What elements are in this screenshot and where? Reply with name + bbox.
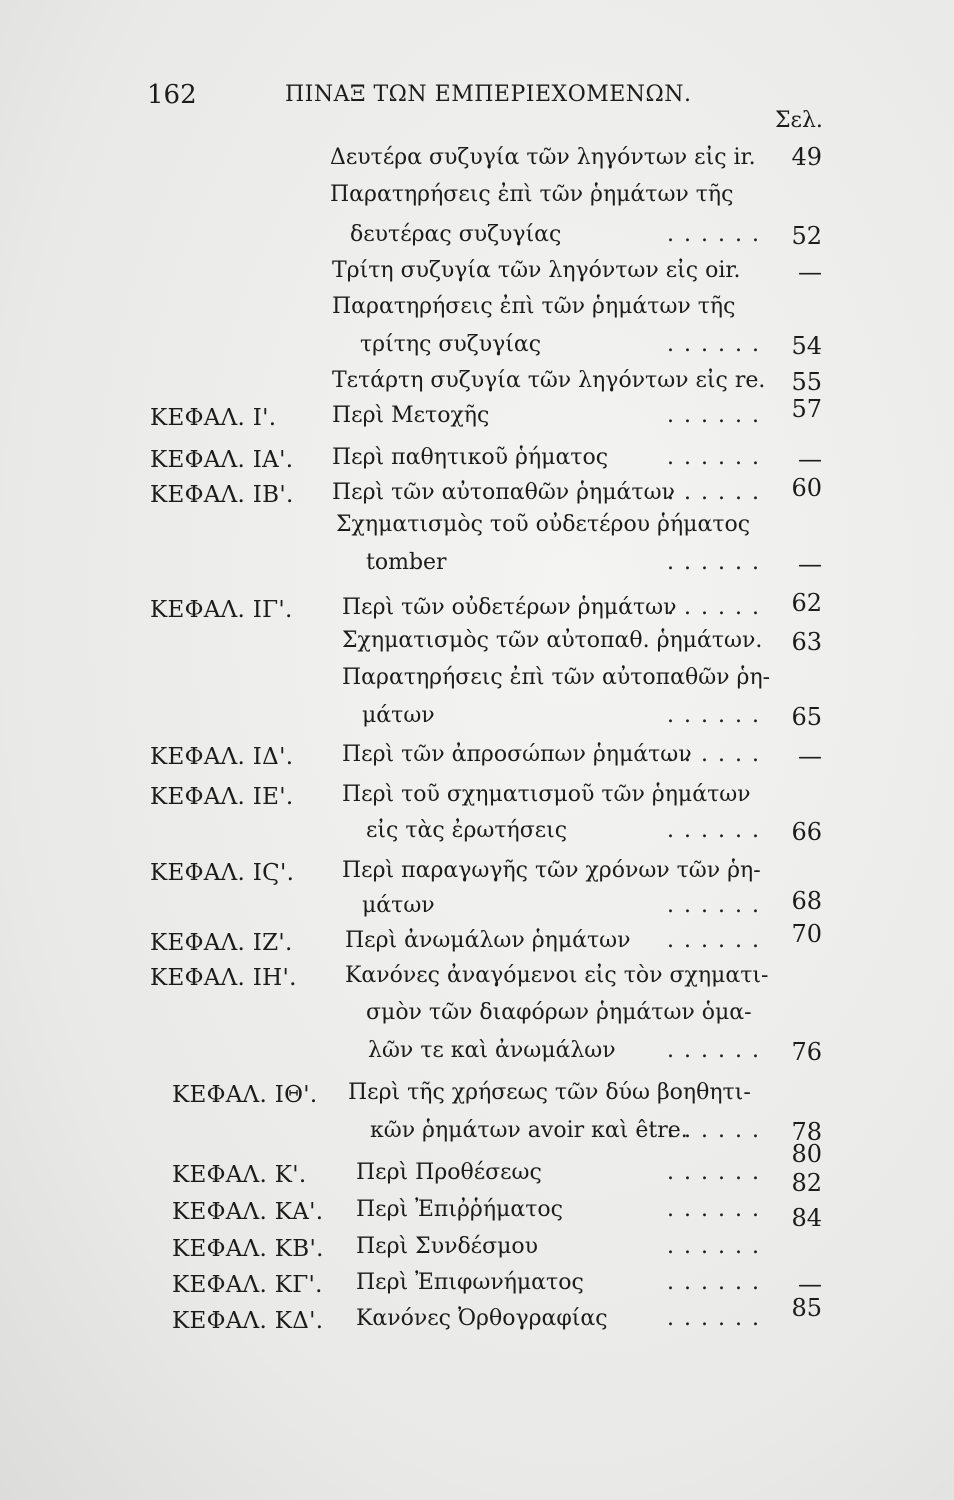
entry-title: tomber <box>366 550 447 575</box>
entry-title: τρίτης συζυγίας <box>360 332 542 357</box>
page-column-label: Σελ. <box>775 108 823 133</box>
dot-leader: ...... <box>667 1234 769 1259</box>
chapter-label: ΚΕΦΑΛ. ΙΕ'. <box>150 784 294 810</box>
chapter-label: ΚΕΦΑΛ. ΙΖ'. <box>150 930 293 956</box>
entry-title: Περὶ Συνδέσμου <box>356 1234 539 1259</box>
entry-title: Περὶ Μετοχῆς <box>332 403 490 428</box>
dot-leader: ...... <box>667 1270 769 1295</box>
dot-leader: ...... <box>667 1038 769 1063</box>
page-ref: — <box>798 742 822 770</box>
chapter-label: ΚΕΦΑΛ. ΙΒ'. <box>150 482 294 508</box>
page-ref: 70 <box>791 920 822 948</box>
entry-title: Περὶ τοῦ σχηματισμοῦ τῶν ῥημάτων <box>342 782 751 807</box>
entry-title: Περὶ τῶν αὐτοπαθῶν ῥημάτων <box>332 480 675 505</box>
entry-title: Κανόνες Ὀρθογραφίας <box>356 1306 608 1331</box>
entry-title: Περὶ Ἐπιφωνήματος <box>356 1270 584 1295</box>
page-ref: — <box>798 1270 822 1298</box>
chapter-label: ΚΕΦΑΛ. ΙΘ'. <box>172 1082 318 1108</box>
page-ref: 78 <box>791 1118 822 1146</box>
page-ref: 68 <box>791 887 822 915</box>
chapter-label: ΚΕΦΑΛ. ΙϚ'. <box>150 860 295 886</box>
dot-leader: ...... <box>667 1160 769 1185</box>
page-ref: 62 <box>791 589 822 617</box>
entry-title: κῶν ῥημάτων avoir καὶ être. <box>370 1118 688 1143</box>
entry-title: Περὶ Ἐπιῤῥήματος <box>356 1197 563 1222</box>
dot-leader: ...... <box>667 818 769 843</box>
entry-title: δευτέρας συζυγίας <box>350 222 562 247</box>
chapter-label: ΚΕΦΑΛ. ΚΒ'. <box>172 1236 324 1262</box>
page-ref: 55 <box>791 368 822 396</box>
page-ref: 63 <box>791 628 822 656</box>
chapter-label: ΚΕΦΑΛ. ΚΓ'. <box>172 1272 323 1298</box>
entry-title: Περὶ παραγωγῆς τῶν χρόνων τῶν ῥη- <box>342 858 761 883</box>
dot-leader: ...... <box>667 595 769 620</box>
chapter-label: ΚΕΦΑΛ. ΚΔ'. <box>172 1308 324 1334</box>
dot-leader: ...... <box>667 480 769 505</box>
page-ref: — <box>798 258 822 286</box>
entry-title: Περὶ τῆς χρήσεως τῶν δύω βοηθητι- <box>348 1080 751 1105</box>
entry-title: Περὶ Προθέσεως <box>356 1160 542 1185</box>
entry-title: Περὶ τῶν οὐδετέρων ῥημάτων <box>342 595 677 620</box>
dot-leader: ...... <box>667 1306 769 1331</box>
entry-title: σμὸν τῶν διαφόρων ῥημάτων ὁμα- <box>366 1000 752 1025</box>
page-ref: 80 <box>791 1140 822 1168</box>
entry-title: Τρίτη συζυγία τῶν ληγόντων εἰς oir. <box>332 258 741 283</box>
chapter-label: ΚΕΦΑΛ. ΚΑ'. <box>172 1199 324 1225</box>
page-ref: 76 <box>791 1038 822 1066</box>
running-title: ΠΙΝΑΞ ΤΩΝ ΕΜΠΕΡΙΕΧΟΜΕΝΩΝ. <box>285 82 692 107</box>
entry-title: Περὶ τῶν ἀπροσώπων ῥημάτων <box>342 742 692 767</box>
page-ref: 82 <box>791 1169 822 1197</box>
dot-leader: ...... <box>667 222 769 247</box>
chapter-label: ΚΕΦΑΛ. Ι'. <box>150 405 277 431</box>
entry-title: Παρατηρήσεις ἐπὶ τῶν ῥημάτων τῆς <box>330 182 734 207</box>
page-ref: 57 <box>791 395 822 423</box>
dot-leader: ...... <box>667 1197 769 1222</box>
entry-title: Παρατηρήσεις ἐπὶ τῶν ῥημάτων τῆς <box>332 294 736 319</box>
entry-title: Περὶ παθητικοῦ ῥήματος <box>332 445 609 470</box>
entry-title: Παρατηρήσεις ἐπὶ τῶν αὐτοπαθῶν ῥη- <box>342 665 771 690</box>
page-ref: 54 <box>791 332 822 360</box>
chapter-label: ΚΕΦΑΛ. ΙΔ'. <box>150 744 294 770</box>
page-ref: 66 <box>791 818 822 846</box>
dot-leader: ...... <box>667 1118 769 1143</box>
chapter-label: ΚΕΦΑΛ. ΙΑ'. <box>150 447 294 473</box>
page-ref: 60 <box>791 474 822 502</box>
page-ref: 49 <box>791 143 822 171</box>
entry-title: μάτων <box>362 703 435 728</box>
page-ref: — <box>798 445 822 473</box>
entry-title: Σχηματισμὸς τοῦ οὐδετέρου ῥήματος <box>336 512 751 537</box>
entry-title: Τετάρτη συζυγία τῶν ληγόντων εἰς re. <box>332 368 766 393</box>
page-ref: 52 <box>791 222 822 250</box>
page-ref: — <box>798 550 822 578</box>
dot-leader: ...... <box>667 445 769 470</box>
dot-leader: ...... <box>667 703 769 728</box>
entry-title: Σχηματισμὸς τῶν αὐτοπαθ. ῥημάτων. <box>342 628 763 653</box>
entry-title: Περὶ ἀνωμάλων ῥημάτων <box>345 928 631 953</box>
dot-leader: ...... <box>667 550 769 575</box>
page-number: 162 <box>147 80 197 110</box>
chapter-label: ΚΕΦΑΛ. Κ'. <box>172 1162 307 1188</box>
page-ref: 85 <box>791 1294 822 1322</box>
dot-leader: ...... <box>667 893 769 918</box>
entry-title: Δευτέρα συζυγία τῶν ληγόντων εἰς ir. <box>330 145 756 170</box>
entry-title: μάτων <box>362 893 435 918</box>
page-ref: 65 <box>791 703 822 731</box>
chapter-label: ΚΕΦΑΛ. ΙΓ'. <box>150 597 293 623</box>
entry-title: Κανόνες ἀναγόμενοι εἰς τὸν σχηματι- <box>345 963 769 988</box>
dot-leader: ...... <box>667 742 769 767</box>
dot-leader: ...... <box>667 332 769 357</box>
entry-title: λῶν τε καὶ ἀνωμάλων <box>368 1038 616 1063</box>
dot-leader: ...... <box>667 403 769 428</box>
chapter-label: ΚΕΦΑΛ. ΙΗ'. <box>150 965 297 991</box>
entry-title: εἰς τὰς ἐρωτήσεις <box>366 818 568 843</box>
page-ref: 84 <box>791 1204 822 1232</box>
dot-leader: ...... <box>667 928 769 953</box>
